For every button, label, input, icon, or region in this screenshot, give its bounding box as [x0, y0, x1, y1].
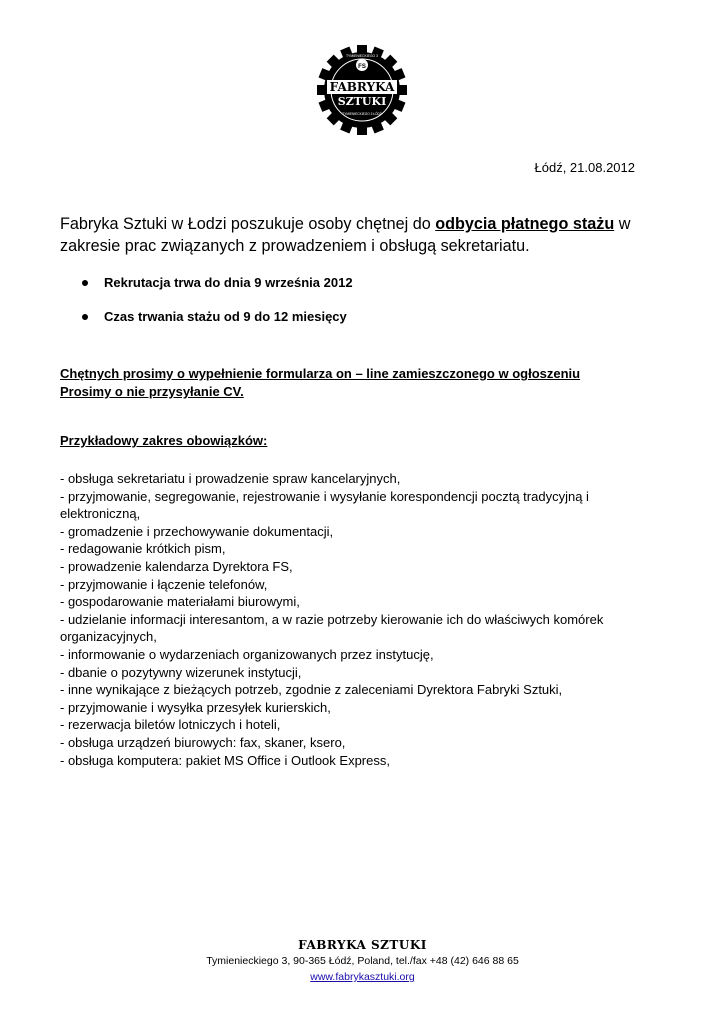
- emblem-text: FS: [358, 64, 366, 70]
- list-item: - przyjmowanie i wysyłka przesyłek kurierskich,: [60, 699, 331, 715]
- intro-paragraph: [60, 213, 670, 257]
- notice-line: Prosimy o nie przysyłanie CV.: [60, 384, 244, 399]
- footer-address: Tymienieckiego 3, 90-365 Łódź, Poland, tel./fax +48 (42) 646 88 65: [206, 955, 519, 967]
- application-notice: [60, 365, 580, 401]
- bullet-text: Rekrutacja trwa do dnia 9 września 2012: [104, 275, 353, 290]
- list-item: - inne wynikające z bieżących potrzeb, zgodnie z zaleceniami Dyrektora Fabryki Sztuki,: [60, 682, 563, 698]
- logo-word-2: SZTUKI: [337, 95, 387, 108]
- list-item: [82, 309, 353, 343]
- document-date: Łódź, 21.08.2012: [534, 160, 635, 175]
- list-item: [82, 275, 353, 309]
- list-item: - rezerwacja biletów lotniczych i hoteli,: [60, 717, 281, 733]
- footer-org-name: FABRYKA SZTUKI: [298, 938, 427, 952]
- key-info-list: [82, 275, 353, 343]
- list-item: - prowadzenie kalendarza Dyrektora FS,: [60, 558, 293, 574]
- logo-bottom-arc: TYMIENIECKIEGO 3 ŁÓDŹ: [342, 112, 382, 116]
- duties-heading: Przykładowy zakres obowiązków:: [60, 433, 268, 448]
- bullet-icon: [82, 280, 88, 286]
- list-item: - obsługa komputera: pakiet MS Office i Outlook Express,: [60, 752, 390, 768]
- page-footer: [0, 938, 725, 985]
- bullet-icon: [82, 314, 88, 320]
- intro-highlight: odbycia płatnego stażu: [435, 215, 615, 233]
- list-item: - obsługa sekretariatu i prowadzenie spraw kancelaryjnych,: [60, 471, 401, 486]
- list-item: - udzielanie informacji interesantom, a w razie potrzeby kierowanie ich do właściwych komórek organizacyjnych,: [60, 611, 604, 645]
- bullet-text: Czas trwania stażu od 9 do 12 miesięcy: [104, 309, 347, 324]
- notice-line: Chętnych prosimy o wypełnienie formularza on – line zamieszczonego w ogłoszeniu: [60, 366, 581, 381]
- list-item: - dbanie o pozytywny wizerunek instytucji,: [60, 664, 302, 680]
- list-item: - przyjmowanie i łączenie telefonów,: [60, 576, 268, 592]
- list-item: - obsługa urządzeń biurowych: fax, skaner, ksero,: [60, 734, 346, 750]
- intro-text-after: w zakresie prac związanych z prowadzeniem i obsługą sekretariatu.: [60, 215, 631, 255]
- list-item: - gromadzenie i przechowywanie dokumentacji,: [60, 523, 334, 539]
- logo-word-1: FABRYKA: [329, 80, 395, 94]
- footer-website-link[interactable]: www.fabrykasztuki.org: [310, 971, 415, 983]
- logo-top-arc: TYMIENIECKIEGO 3: [345, 54, 379, 58]
- fabryka-sztuki-logo: [317, 45, 407, 135]
- duties-list: [60, 470, 660, 769]
- list-item: - redagowanie krótkich pism,: [60, 541, 226, 557]
- list-item: - gospodarowanie materiałami biurowymi,: [60, 594, 300, 610]
- list-item: - informowanie o wydarzeniach organizowanych przez instytucję,: [60, 646, 434, 662]
- intro-text-before: Fabryka Sztuki w Łodzi poszukuje osoby chętnej do: [60, 215, 436, 233]
- list-item: - przyjmowanie, segregowanie, rejestrowanie i wysyłanie korespondencji pocztą tradycyjną i elektroniczną,: [60, 488, 589, 522]
